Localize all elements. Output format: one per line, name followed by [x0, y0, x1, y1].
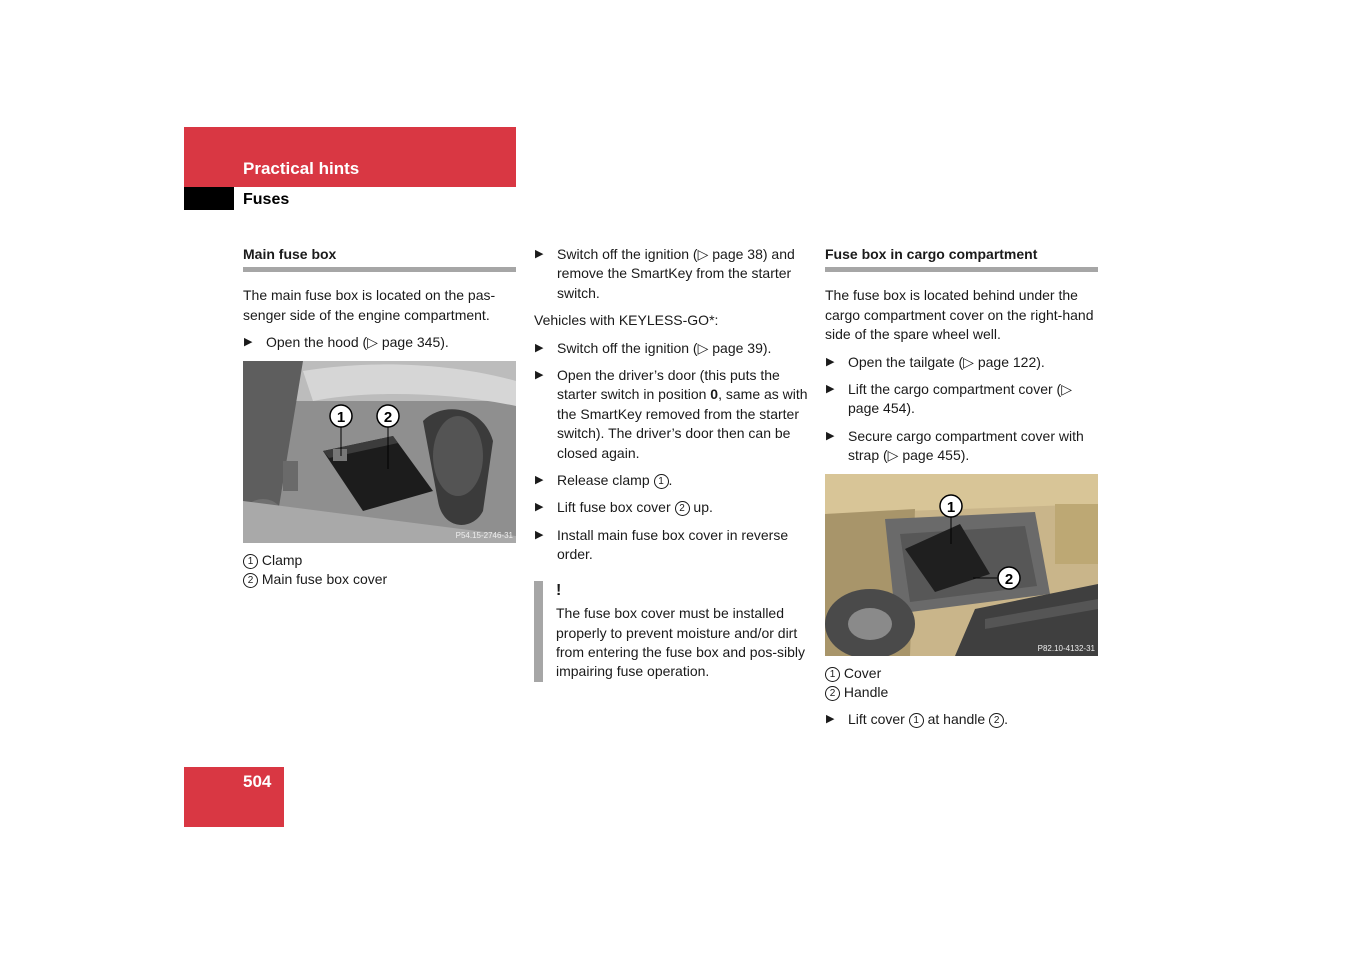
bullet-icon: ▶ [826, 383, 835, 396]
legend-number: 1 [825, 667, 840, 682]
intro-main-fuse-box: The main fuse box is located on the pas-senger side of the engine compartment. [243, 287, 496, 323]
step-text-part: up. [689, 499, 713, 516]
engine-compartment-photo [243, 361, 516, 543]
step-text: Lift the cargo compartment cover (▷ page 454). [848, 381, 1072, 417]
legend-number: 1 [243, 554, 258, 569]
step-text: Switch off the ignition (▷ page 38) and remove the SmartKey from the starter switch. [557, 246, 795, 301]
step-secure-cargo-cover [825, 427, 1098, 466]
step-switch-off-ignition [534, 245, 810, 303]
legend-cargo-fuse-box [825, 664, 1098, 703]
bullet-icon: ▶ [535, 501, 544, 514]
step-lift-fuse-box-cover [534, 498, 810, 517]
bullet-icon: ▶ [826, 713, 835, 726]
callout-number: 1 [654, 474, 669, 489]
column-cargo-fuse-box [825, 245, 1098, 738]
bullet-icon: ▶ [826, 355, 835, 368]
step-lift-cargo-cover [825, 380, 1098, 419]
callout-1-label: 1 [946, 498, 956, 516]
warning-box [534, 581, 810, 682]
step-open-tailgate [825, 353, 1098, 372]
step-text-bold: 0 [710, 386, 719, 403]
step-open-drivers-door [534, 366, 810, 463]
bullet-icon: ▶ [535, 474, 544, 487]
step-release-clamp [534, 471, 810, 490]
step-open-hood [243, 333, 516, 352]
engine-photo-illustration [243, 361, 516, 543]
legend-label: Handle [843, 684, 889, 701]
warning-icon: ! [556, 581, 562, 599]
keyless-go-label: Vehicles with KEYLESS-GO*: [534, 312, 719, 329]
step-text: Secure cargo compartment cover with strap (▷ page 455). [848, 427, 1084, 464]
step-install-cover [534, 526, 810, 565]
bullet-icon: ▶ [244, 336, 253, 349]
photo-code: P82.10-4132-31 [1037, 643, 1095, 653]
cargo-photo-illustration [825, 474, 1098, 656]
bullet-icon: ▶ [535, 248, 544, 260]
legend-item [243, 570, 516, 589]
step-text-part: Open the driver’s door (this puts the starter switch in position [557, 367, 780, 403]
callout-1-label: 1 [336, 408, 346, 426]
legend-label: Cover [843, 664, 882, 681]
legend-main-fuse-box [243, 551, 516, 590]
step-text-part: . [1004, 711, 1008, 728]
legend-label: Main fuse box cover [261, 571, 388, 588]
section-subtitle: Fuses [243, 191, 290, 208]
step-text: Install main fuse box cover in reverse order. [557, 526, 789, 563]
page-number: 504 [243, 772, 272, 791]
callout-number: 2 [675, 501, 690, 516]
callout-number: 2 [989, 713, 1004, 728]
callout-2-label: 2 [383, 408, 393, 426]
legend-item [825, 664, 1098, 683]
legend-label: Clamp [261, 551, 303, 568]
heading-cargo-fuse-box: Fuse box in cargo compartment [825, 245, 1098, 272]
step-text: Open the tailgate (▷ page 122). [848, 353, 1045, 370]
intro-cargo-fuse-box: The fuse box is located behind under the cargo compartment cover on the right-hand side of the spare wheel well. [825, 287, 1094, 343]
cargo-compartment-photo [825, 474, 1098, 656]
step-lift-cover-at-handle [825, 710, 1098, 729]
step-text-part: Lift cover [848, 711, 909, 728]
step-text-part: Lift fuse box cover [557, 499, 675, 516]
legend-number: 2 [243, 573, 258, 588]
step-text-part: at handle [923, 711, 990, 728]
column-main-fuse-box [243, 245, 516, 589]
warning-text: The fuse box cover must be installed properly to prevent moisture and/or dirt from entering the fuse box and pos-sibly impairing fuse operation. [556, 605, 806, 680]
section-title: Practical hints [243, 159, 360, 178]
bullet-icon: ▶ [826, 429, 835, 442]
header-black-tab [184, 187, 234, 210]
callout-number: 1 [909, 713, 924, 728]
step-text-part: , same as with the SmartKey removed from the starter switch). The driver’s door then can be closed again. [557, 386, 808, 461]
legend-number: 2 [825, 686, 840, 701]
legend-item [825, 683, 1098, 702]
photo-code: P54.15-2746-31 [455, 530, 513, 540]
bullet-icon: ▶ [535, 528, 544, 541]
bullet-icon: ▶ [535, 341, 544, 354]
step-text: Switch off the ignition (▷ page 39). [557, 339, 772, 356]
heading-main-fuse-box: Main fuse box [243, 245, 516, 272]
column-instructions [534, 245, 810, 682]
bullet-icon: ▶ [535, 369, 544, 382]
legend-item [243, 551, 516, 570]
step-text-part: . [668, 472, 673, 489]
callout-2-label: 2 [1004, 570, 1014, 588]
step-switch-off-ignition-keyless [534, 339, 810, 358]
step-text-part: Release clamp [557, 472, 654, 489]
step-text: Open the hood (▷ page 345). [266, 334, 449, 351]
